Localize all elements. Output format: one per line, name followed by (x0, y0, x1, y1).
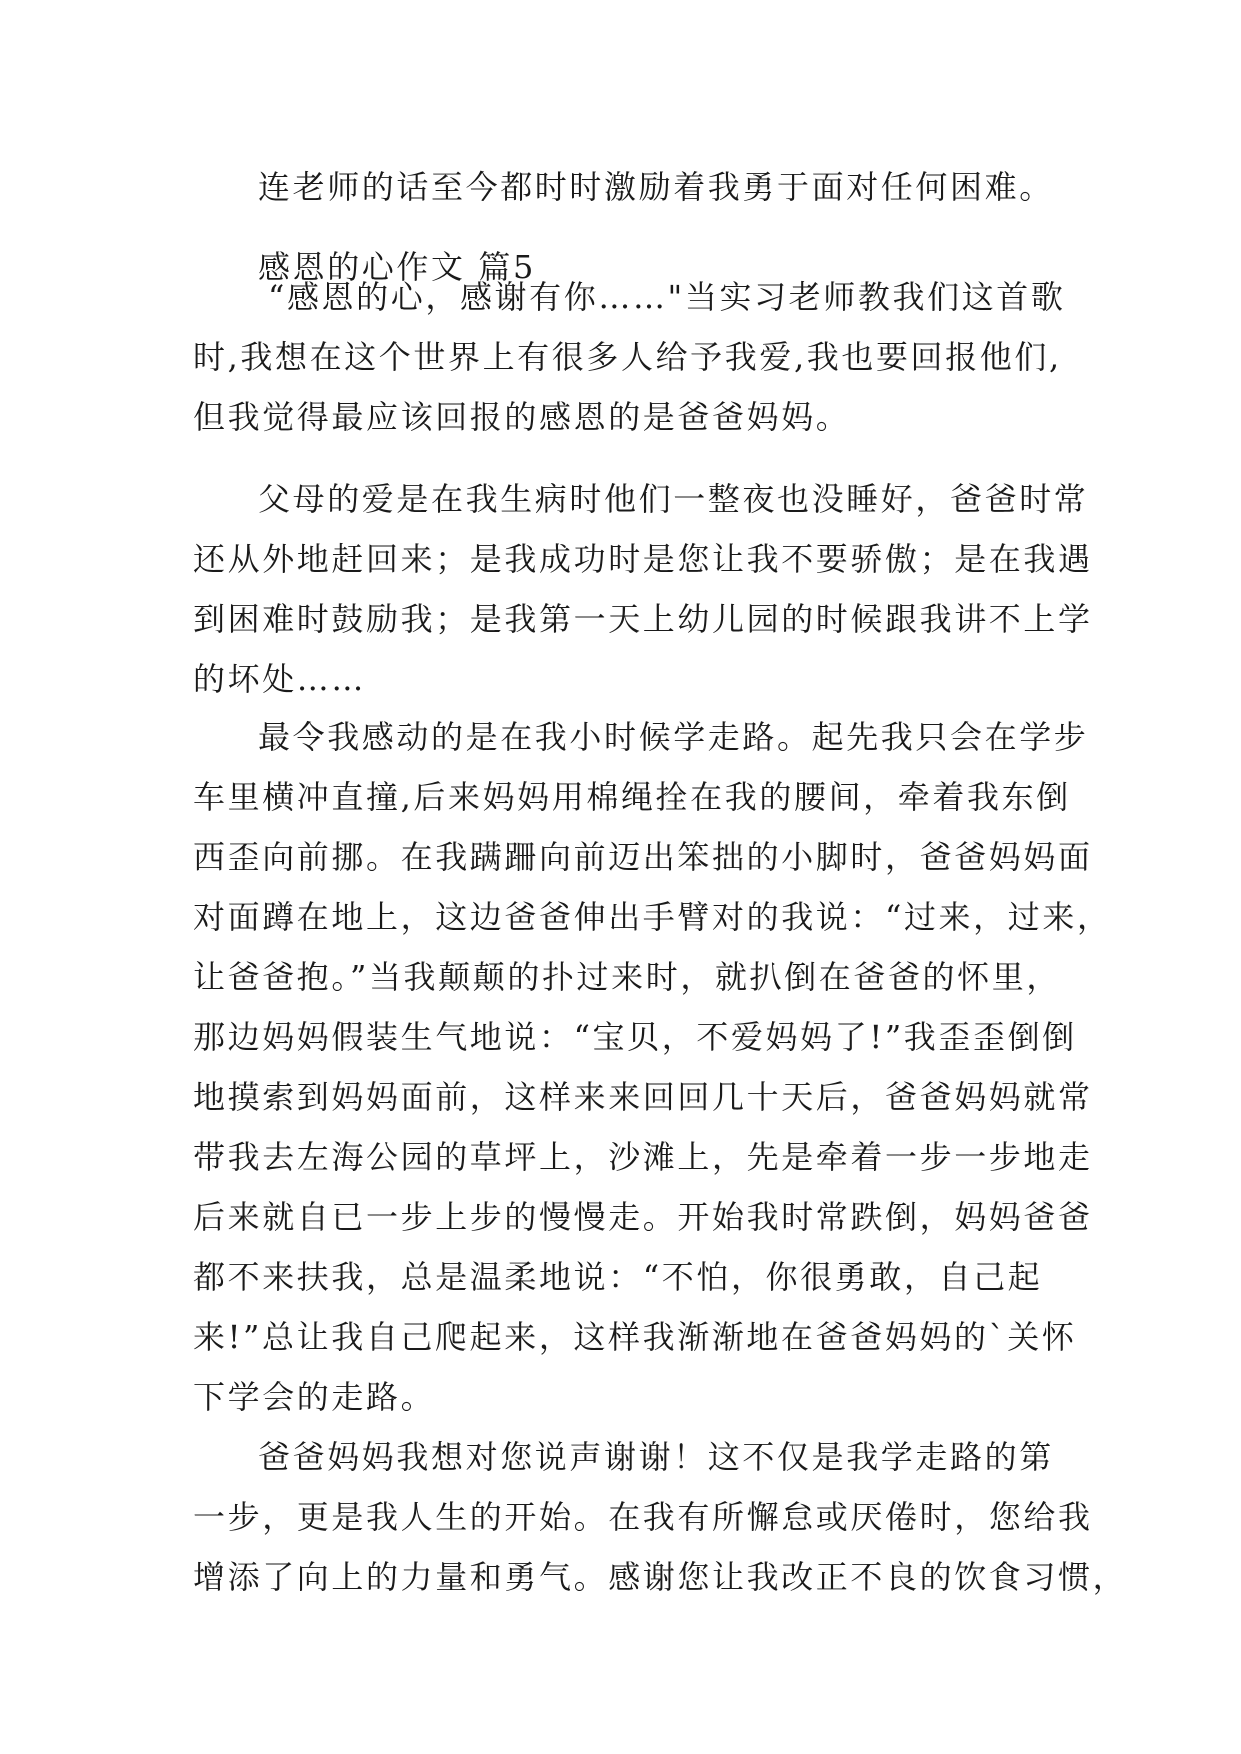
paragraph-line: 下学会的走路。 (193, 1378, 436, 1416)
paragraph-line: “感恩的心，感谢有你……"当实习老师教我们这首歌 (268, 278, 1066, 316)
paragraph-line: 时,我想在这个世界上有很多人给予我爱,我也要回报他们, (193, 338, 1062, 376)
section-heading: 感恩的心作文 篇5 (258, 248, 536, 286)
paragraph-line: 都不来扶我，总是温柔地说：“不怕，你很勇敢，自己起 (193, 1258, 1043, 1296)
paragraph-line: 最令我感动的是在我小时候学走路。起先我只会在学步 (258, 718, 1089, 756)
paragraph-line: 的坏处…… (193, 660, 367, 698)
paragraph-line: 车里横冲直撞,后来妈妈用棉绳拴在我的腰间，牵着我东倒 (193, 778, 1071, 816)
paragraph-line: 父母的爱是在我生病时他们一整夜也没睡好，爸爸时常 (258, 480, 1089, 518)
paragraph-line: 还从外地赶回来；是我成功时是您让我不要骄傲；是在我遇 (193, 540, 1093, 578)
paragraph-line: 但我觉得最应该回报的感恩的是爸爸妈妈。 (193, 398, 851, 436)
paragraph-line: 带我去左海公园的草坪上，沙滩上，先是牵着一步一步地走 (193, 1138, 1093, 1176)
paragraph-line: 地摸索到妈妈面前，这样来来回回几十天后，爸爸妈妈就常 (193, 1078, 1093, 1116)
paragraph-line: 爸爸妈妈我想对您说声谢谢！这不仅是我学走路的第 (258, 1438, 1054, 1476)
paragraph-line: 来!”总让我自己爬起来，这样我渐渐地在爸爸妈妈的`关怀 (193, 1318, 1077, 1356)
paragraph-line: 一步，更是我人生的开始。在我有所懈怠或厌倦时，您给我 (193, 1498, 1093, 1536)
paragraph-line: 增添了向上的力量和勇气。感谢您让我改正不良的饮食习惯， (193, 1558, 1128, 1596)
paragraph-line: 西歪向前挪。在我蹒跚向前迈出笨拙的小脚时，爸爸妈妈面 (193, 838, 1093, 876)
paragraph-line: 那边妈妈假装生气地说：“宝贝，不爱妈妈了!”我歪歪倒倒 (193, 1018, 1077, 1056)
paragraph-line: 对面蹲在地上，这边爸爸伸出手臂对的我说：“过来，过来， (193, 898, 1112, 936)
paragraph-line: 到困难时鼓励我；是我第一天上幼儿园的时候跟我讲不上学 (193, 600, 1093, 638)
paragraph-line: 连老师的话至今都时时激励着我勇于面对任何困难。 (258, 168, 1054, 206)
paragraph-line: 后来就自已一步上步的慢慢走。开始我时常跌倒，妈妈爸爸 (193, 1198, 1093, 1236)
paragraph-line: 让爸爸抱。”当我颠颠的扑过来时，就扒倒在爸爸的怀里， (193, 958, 1061, 996)
